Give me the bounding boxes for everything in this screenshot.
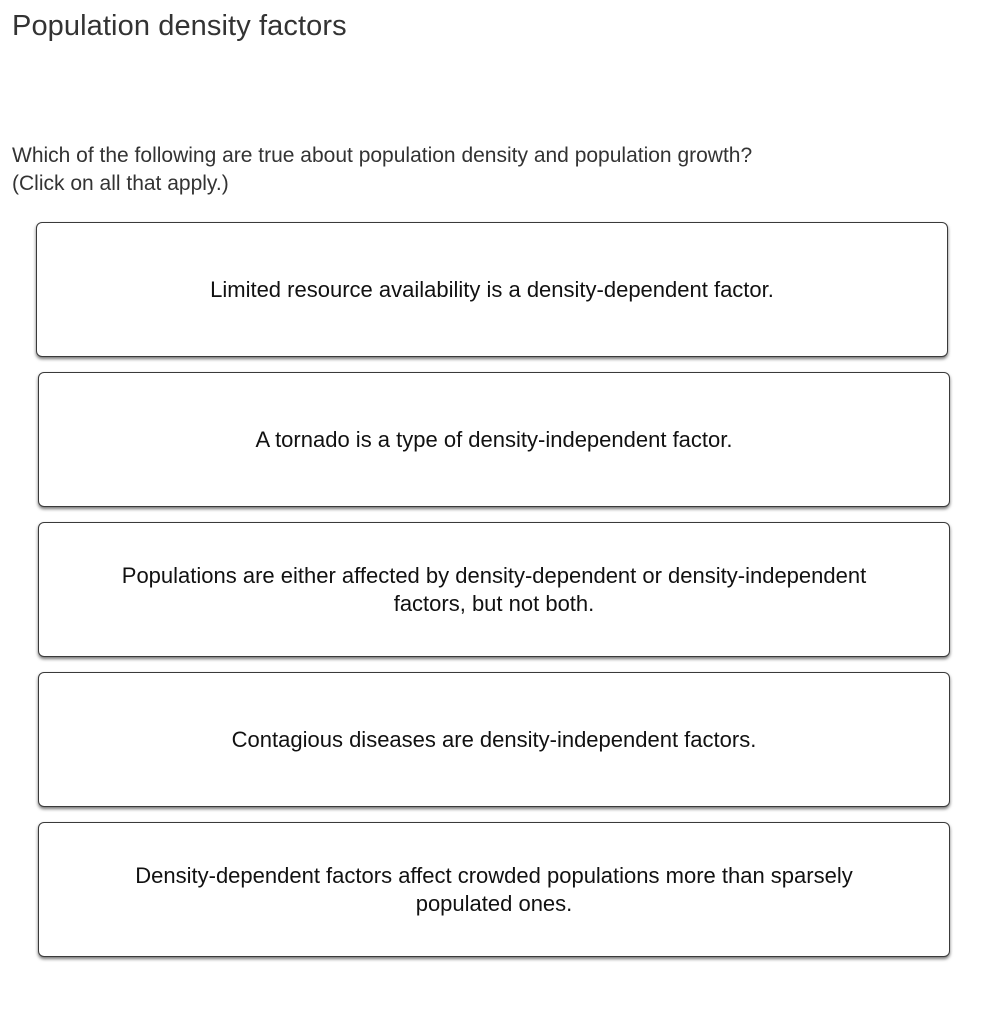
answer-option-3[interactable]	[38, 522, 950, 657]
answer-option-5[interactable]	[38, 822, 950, 957]
answer-option-label: Density-dependent factors affect crowded populations more than sparsely populated ones.	[135, 862, 853, 916]
answer-option-2[interactable]	[38, 372, 950, 507]
answer-option-label: Populations are either affected by density-dependent or density-independent factors, but not both.	[121, 562, 867, 616]
answer-option-label: Limited resource availability is a density-dependent factor.	[210, 276, 774, 302]
answer-option-label: Contagious diseases are density-independent factors.	[231, 726, 757, 752]
question-instruction: (Click on all that apply.)	[12, 172, 229, 195]
question-prompt	[12, 142, 972, 198]
answer-option-label: A tornado is a type of density-independent factor.	[255, 426, 733, 452]
answer-option-4[interactable]	[38, 672, 950, 807]
answer-option-1[interactable]	[36, 222, 948, 357]
page-title: Population density factors	[12, 10, 347, 42]
answer-options	[36, 222, 952, 972]
question-text: Which of the following are true about population density and population growth?	[12, 144, 753, 167]
